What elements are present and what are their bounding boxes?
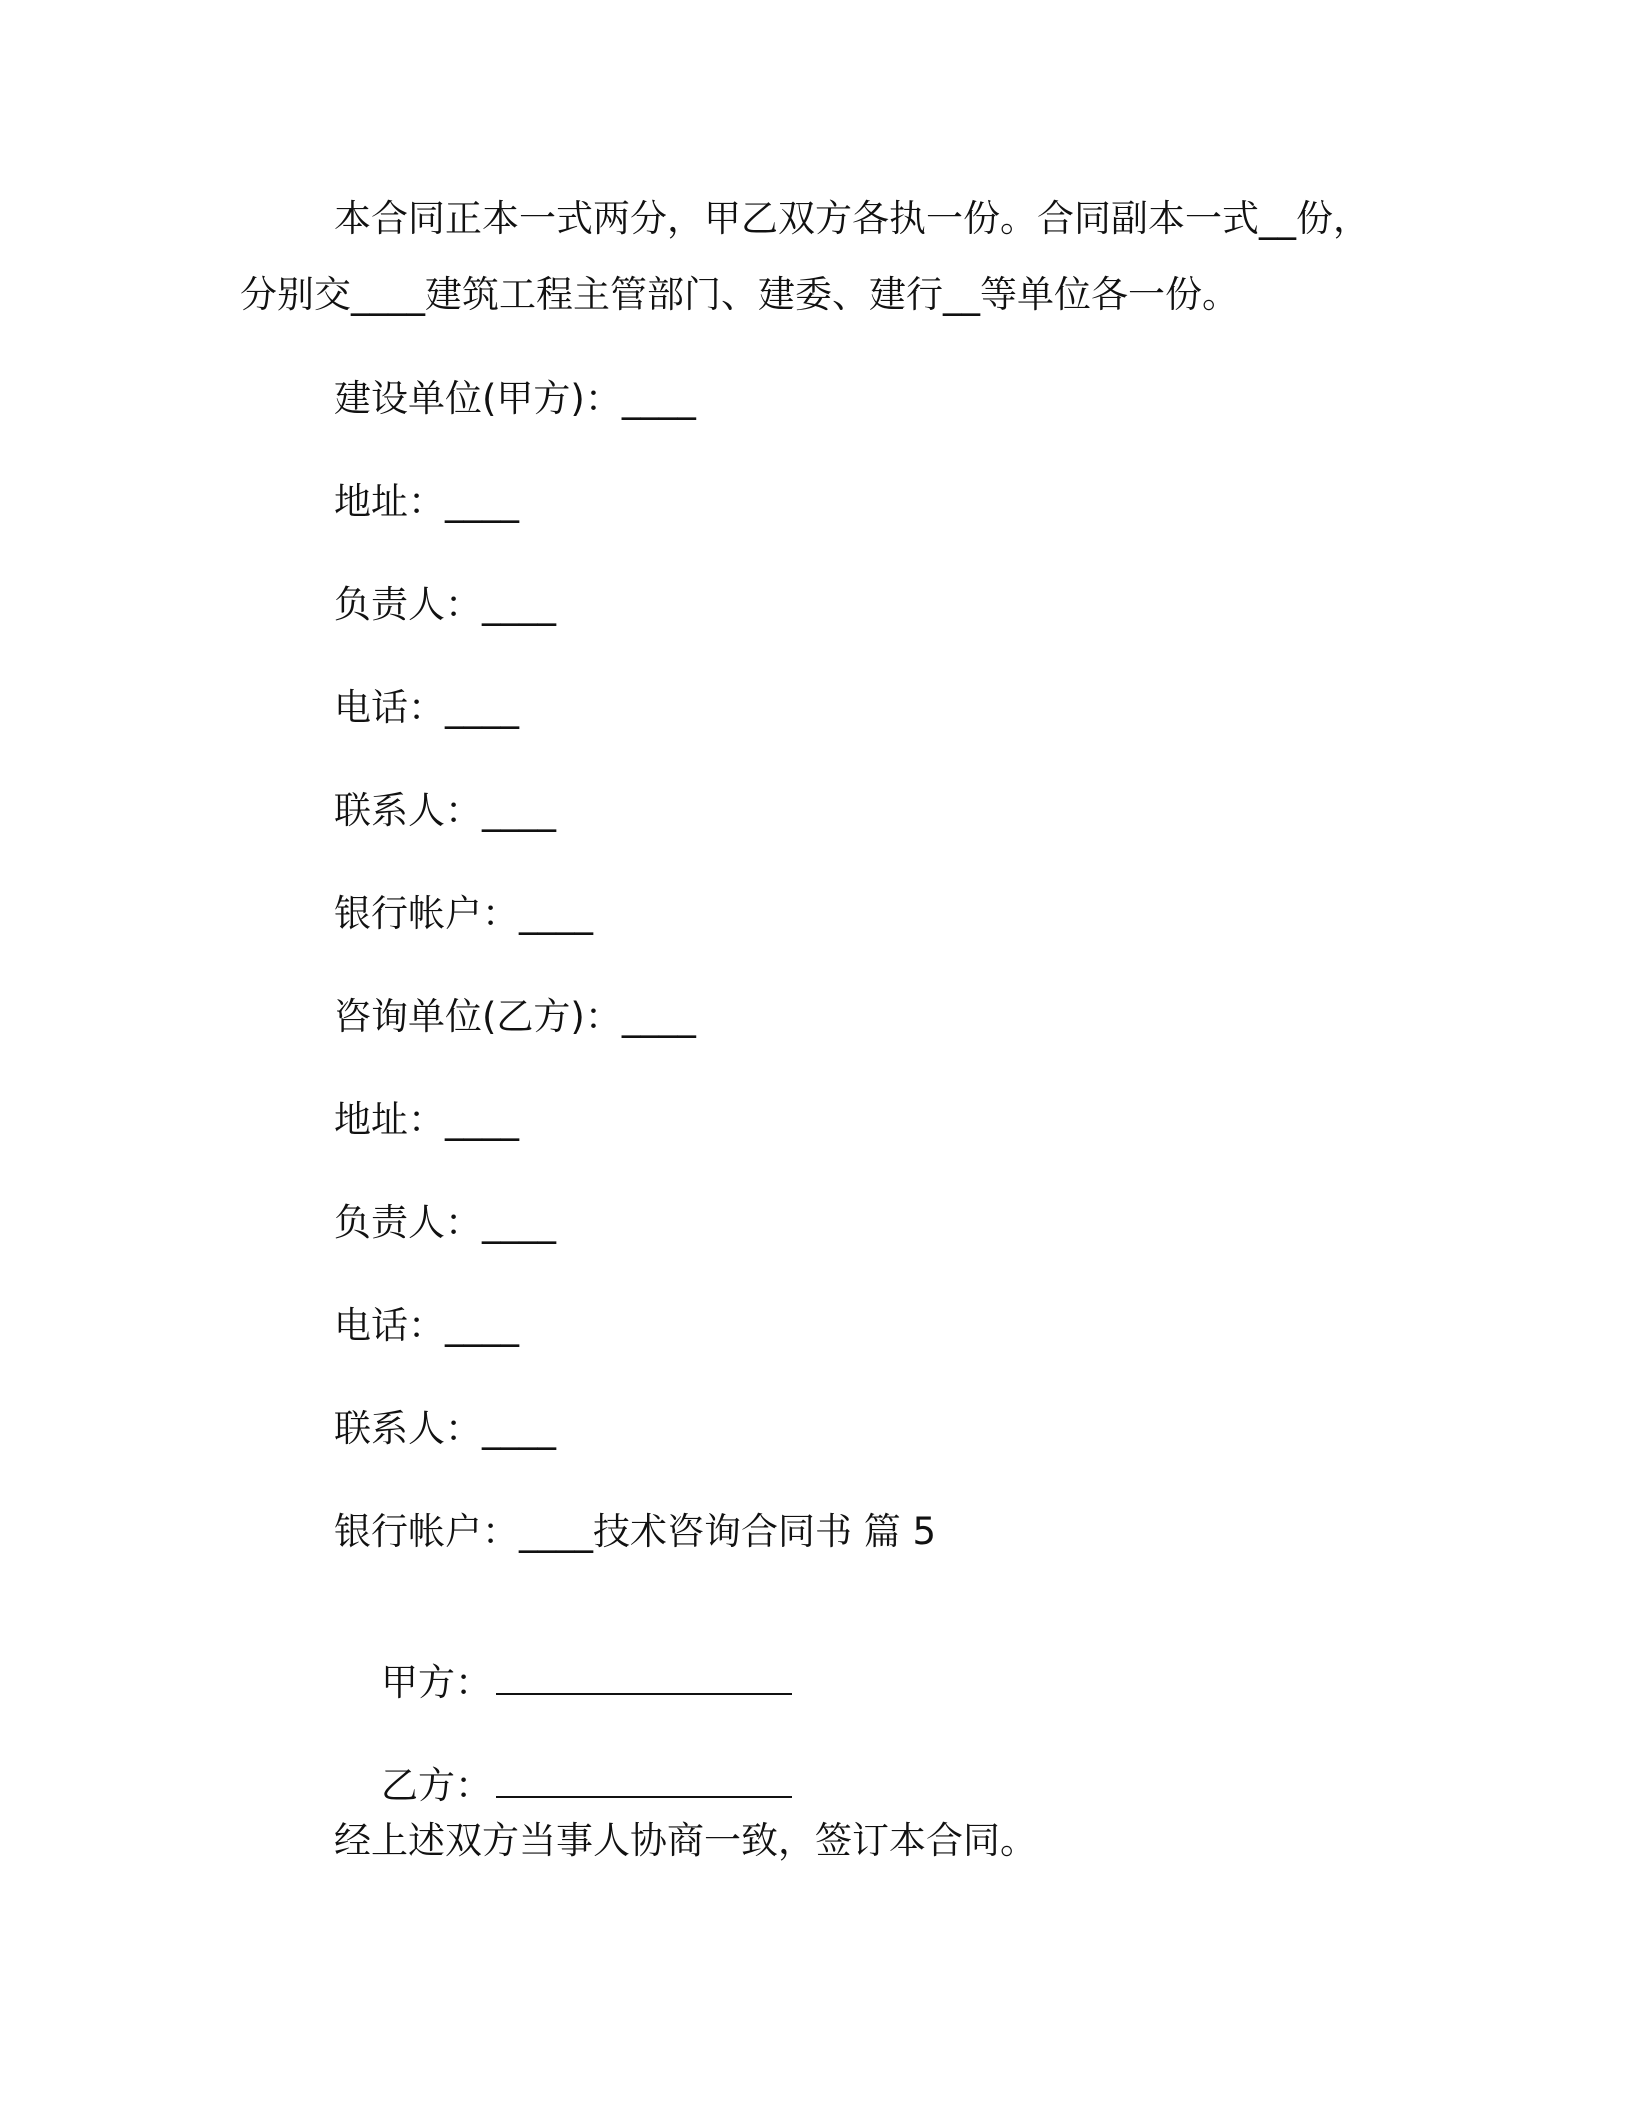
- party-b-unit: 咨询单位(乙方)：____: [334, 995, 696, 1038]
- party-b-label: 乙方：: [381, 1764, 493, 1807]
- intro-paragraph-line-1: 本合同正本一式两分，甲乙双方各执一份。合同副本一式__份，: [334, 197, 1370, 240]
- intro-paragraph-line-2: 分别交____建筑工程主管部门、建委、建行__等单位各一份。: [240, 273, 1239, 316]
- agreement-statement: 经上述双方当事人协商一致，签订本合同。: [334, 1819, 1037, 1862]
- party-a-phone: 电话：____: [334, 686, 519, 729]
- party-b-blank-underline: [496, 1796, 792, 1798]
- party-b-address: 地址：____: [334, 1098, 519, 1141]
- party-b-person-in-charge: 负责人：____: [334, 1201, 556, 1244]
- party-a-person-in-charge: 负责人：____: [334, 583, 556, 626]
- party-a-label: 甲方：: [381, 1661, 493, 1704]
- party-b-bank-account-and-heading: 银行帐户：____技术咨询合同书 篇 5: [334, 1510, 937, 1553]
- party-a-unit: 建设单位(甲方)：____: [334, 377, 696, 420]
- party-b-contact: 联系人：____: [334, 1407, 556, 1450]
- party-b-phone: 电话：____: [334, 1304, 519, 1347]
- party-a-blank-underline: [496, 1693, 792, 1695]
- party-a-address: 地址：____: [334, 480, 519, 523]
- party-a-bank-account: 银行帐户：____: [334, 892, 593, 935]
- party-a-contact: 联系人：____: [334, 789, 556, 832]
